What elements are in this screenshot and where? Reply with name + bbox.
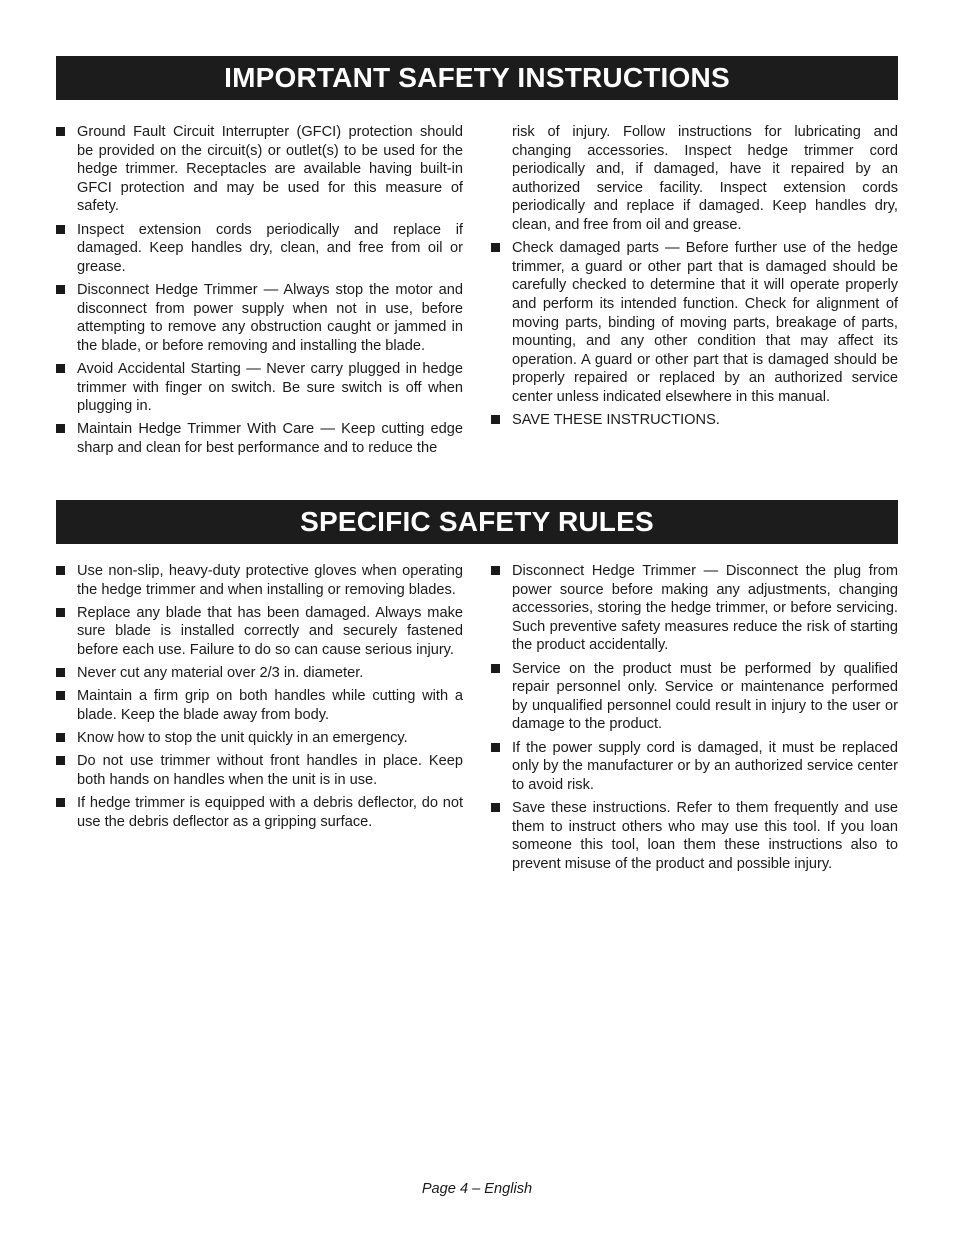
bullet-square-icon <box>491 743 500 752</box>
list-item <box>56 752 463 789</box>
list-item <box>56 562 463 599</box>
list-item-text: SAVE THESE INSTRUCTIONS. <box>512 412 720 429</box>
list-item <box>491 660 898 734</box>
list-item <box>491 411 898 430</box>
bullet-square-icon <box>56 285 65 294</box>
specific-safety-rules-heading: SPECIFIC SAFETY RULES <box>56 500 898 544</box>
list-item-text: Save these instructions. Refer to them frequently and use them to instruct others who may use this tool. If you loan someone this tool, loan them these instructions also to prevent misuse of the product and possible injury. <box>512 799 898 872</box>
bullet-square-icon <box>56 668 65 677</box>
list-item <box>491 562 898 655</box>
bullet-square-icon <box>56 733 65 742</box>
list-item-text: Maintain Hedge Trimmer With Care — Keep cutting edge sharp and clean for best performance and to reduce the <box>77 421 463 456</box>
important-safety-instructions-heading: IMPORTANT SAFETY INSTRUCTIONS <box>56 56 898 100</box>
list-item <box>56 123 463 216</box>
list-item-text: Never cut any material over 2/3 in. diameter. <box>77 665 364 682</box>
bullet-square-icon <box>491 803 500 812</box>
list-item <box>56 360 463 416</box>
list-item-text: Maintain a firm grip on both handles while cutting with a blade. Keep the blade away from body. <box>77 688 463 723</box>
list-item <box>491 739 898 795</box>
bullet-square-icon <box>56 798 65 807</box>
list-item-text: Inspect extension cords periodically and replace if damaged. Keep handles dry, clean, and free from oil or grease. <box>77 221 463 275</box>
list-item-text: Do not use trimmer without front handles in place. Keep both hands on handles when the unit is in use. <box>77 753 463 788</box>
bullet-square-icon <box>491 664 500 673</box>
list-item-text: Use non-slip, heavy-duty protective gloves when operating the hedge trimmer and when installing or removing blades. <box>77 563 463 598</box>
list-item <box>56 687 463 724</box>
list-item-text: Disconnect Hedge Trimmer — Disconnect the plug from power source before making any adjustments, changing accessories, storing the hedge trimmer, or before servicing. Such preventive safety measures reduce the risk of starting the product accidentally. <box>512 563 898 654</box>
bullet-square-icon <box>491 415 500 424</box>
bullet-square-icon <box>56 608 65 617</box>
list-item-text: If hedge trimmer is equipped with a debris deflector, do not use the debris deflector as a gripping surface. <box>77 795 463 830</box>
bullet-square-icon <box>56 364 65 373</box>
list-item-text: Avoid Accidental Starting — Never carry plugged in hedge trimmer with finger on switch. Be sure switch is off when plugging in. <box>77 360 463 415</box>
bullet-square-icon <box>491 243 500 252</box>
list-item-text: Know how to stop the unit quickly in an emergency. <box>77 730 408 747</box>
safety-rules-right-column <box>491 562 898 878</box>
list-item-text: Replace any blade that has been damaged. Always make sure blade is installed correctly and securely fastened before each use. Failure to do so can cause serious injury. <box>77 604 463 658</box>
list-item-continuation <box>491 123 898 235</box>
list-item <box>491 239 898 406</box>
list-item-text: Ground Fault Circuit Interrupter (GFCI) protection should be provided on the circuit(s) or outlet(s) to be used for the hedge trimmer. Receptacles are available having built-in GFCI protection and may be used for this measure of safety. <box>77 124 463 215</box>
safety-rules-left-column <box>56 562 463 836</box>
list-item <box>56 729 463 748</box>
list-item <box>56 221 463 277</box>
list-item <box>56 604 463 660</box>
list-item <box>491 799 898 873</box>
list-item-text: If the power supply cord is damaged, it must be replaced only by the manufacturer or by an authorized service center to avoid risk. <box>512 739 898 793</box>
bullet-square-icon <box>56 127 65 136</box>
bullet-square-icon <box>56 756 65 765</box>
page-footer: Page 4 – English <box>421 1181 533 1197</box>
list-item <box>56 664 463 683</box>
bullet-square-icon <box>56 691 65 700</box>
safety-instructions-left-column <box>56 123 463 462</box>
bullet-square-icon <box>56 424 65 433</box>
list-item <box>56 281 463 355</box>
bullet-square-icon <box>56 566 65 575</box>
list-item-text: risk of injury. Follow instructions for lubricating and changing accessories. Inspect hedge trimmer cord periodically and, if damaged, have it repaired by an authorized service facility. Inspect extension cords periodically and replace if damaged. Keep handles dry, clean, and free from oil and grease. <box>512 124 898 233</box>
list-item-text: Check damaged parts — Before further use of the hedge trimmer, a guard or other part that is damaged should be carefully checked to determine that it will operate properly and perform its intended function. Check for alignment of moving parts, binding of moving parts, breakage of parts, mounting, and any other condition that may affect its operation. A guard or other part that is damaged should be properly repaired or replaced by an authorized service center unless indicated elsewhere in this manual. <box>512 240 898 405</box>
bullet-square-icon <box>491 566 500 575</box>
list-item <box>56 420 463 457</box>
bullet-square-icon <box>56 225 65 234</box>
list-item-text: Service on the product must be performed by qualified repair personnel only. Service or maintenance performed by unqualified personnel could result in injury to the user or damage to the product. <box>512 660 898 733</box>
safety-instructions-right-column <box>491 123 898 434</box>
list-item-text: Disconnect Hedge Trimmer — Always stop the motor and disconnect from power supply when not in use, before attempting to remove any obstruction caught or jammed in the blade, or before removing and installing the blade. <box>77 281 463 354</box>
list-item <box>56 794 463 831</box>
